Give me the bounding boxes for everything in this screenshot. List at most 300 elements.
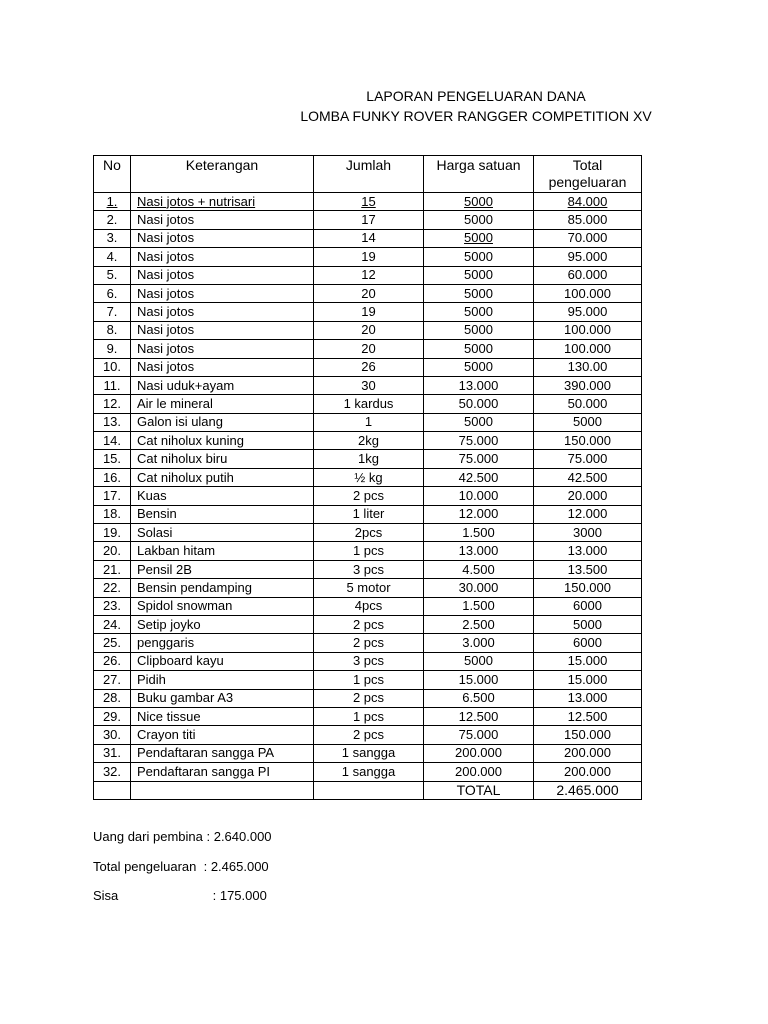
cell-harga-satuan	[424, 615, 534, 633]
cell-no-text: 12.	[102, 395, 122, 411]
cell-total	[534, 303, 642, 321]
cell-harga-satuan-text: 4.500	[462, 561, 495, 577]
cell-jumlah-text: 1 liter	[352, 506, 385, 522]
cell-total-text: 100.000	[564, 285, 611, 301]
cell-total-text: 15.000	[567, 671, 608, 687]
cell-no	[94, 634, 131, 652]
table-header-row	[94, 156, 642, 193]
table-row	[94, 634, 642, 652]
cell-no-text: 23.	[102, 598, 122, 614]
cell-harga-satuan-text: 5000	[464, 193, 493, 209]
cell-keterangan	[131, 634, 314, 652]
cell-keterangan-text: Nasi jotos	[137, 212, 195, 228]
cell-no-text: 15.	[102, 451, 122, 467]
table-row	[94, 487, 642, 505]
cell-harga-satuan-text: 50.000	[458, 395, 499, 411]
cell-jumlah-text: 20	[361, 340, 376, 356]
cell-keterangan	[131, 744, 314, 762]
cell-harga-satuan-text: 5000	[464, 304, 493, 320]
cell-harga-satuan-text: 1.500	[462, 524, 495, 540]
cell-no	[94, 763, 131, 781]
cell-harga-satuan-text: 15.000	[458, 671, 499, 687]
total-value: 2.465.000	[534, 781, 642, 799]
table-row	[94, 376, 642, 394]
cell-keterangan-text: Bensin	[137, 506, 177, 522]
cell-total	[534, 248, 642, 266]
cell-jumlah	[314, 358, 424, 376]
summary-uang-value: : 2.640.000	[206, 829, 272, 844]
cell-jumlah-text: 1 pcs	[352, 708, 385, 724]
cell-total	[534, 432, 642, 450]
cell-keterangan	[131, 284, 314, 302]
cell-no-text: 10.	[102, 359, 122, 375]
cell-no-text: 21.	[102, 561, 122, 577]
cell-no-text: 7.	[106, 304, 118, 320]
cell-no-text: 13.	[102, 414, 122, 430]
cell-harga-satuan-text: 12.500	[458, 708, 499, 724]
cell-no	[94, 432, 131, 450]
cell-harga-satuan	[424, 763, 534, 781]
cell-harga-satuan	[424, 726, 534, 744]
cell-no-text: 22.	[102, 579, 122, 595]
table-row	[94, 284, 642, 302]
cell-keterangan	[131, 671, 314, 689]
cell-jumlah-text: 5 motor	[346, 579, 391, 595]
cell-keterangan-text: Nasi jotos	[137, 359, 195, 375]
cell-keterangan	[131, 413, 314, 431]
cell-total-text: 60.000	[567, 267, 608, 283]
cell-keterangan-text: Pendaftaran sangga PI	[137, 763, 270, 779]
cell-no-text: 20.	[102, 543, 122, 559]
cell-jumlah	[314, 763, 424, 781]
cell-harga-satuan-text: 2.500	[462, 616, 495, 632]
cell-jumlah	[314, 266, 424, 284]
cell-jumlah-text: 2 pcs	[352, 487, 385, 503]
cell-total-text: 100.000	[564, 340, 611, 356]
cell-no-text: 25.	[102, 635, 122, 651]
cell-no	[94, 193, 131, 211]
cell-jumlah-text: 26	[361, 359, 376, 375]
cell-harga-satuan-text: 5000	[464, 230, 493, 246]
cell-total	[534, 284, 642, 302]
cell-total-text: 200.000	[564, 763, 611, 779]
cell-total	[534, 560, 642, 578]
cell-total	[534, 321, 642, 339]
cell-keterangan	[131, 340, 314, 358]
cell-jumlah-text: ½ kg	[354, 469, 383, 485]
table-row	[94, 211, 642, 229]
cell-harga-satuan-text: 42.500	[458, 469, 499, 485]
cell-harga-satuan	[424, 652, 534, 670]
cell-jumlah	[314, 211, 424, 229]
cell-no-text: 6.	[106, 285, 118, 301]
cell-total-text: 5000	[573, 414, 602, 430]
cell-total	[534, 395, 642, 413]
cell-total-text: 20.000	[567, 487, 608, 503]
cell-no-text: 1.	[106, 193, 118, 209]
cell-jumlah-text: 30	[361, 377, 376, 393]
cell-keterangan	[131, 487, 314, 505]
cell-keterangan-text: Nasi jotos	[137, 285, 195, 301]
cell-keterangan-text: Galon isi ulang	[137, 414, 223, 430]
cell-jumlah	[314, 340, 424, 358]
cell-harga-satuan-text: 5000	[464, 340, 493, 356]
cell-jumlah	[314, 579, 424, 597]
table-row	[94, 413, 642, 431]
cell-jumlah	[314, 671, 424, 689]
cell-no-text: 30.	[102, 727, 122, 743]
table-row	[94, 542, 642, 560]
cell-harga-satuan-text: 200.000	[455, 763, 502, 779]
cell-total	[534, 340, 642, 358]
cell-no	[94, 376, 131, 394]
cell-jumlah-text: 3 pcs	[352, 653, 385, 669]
cell-keterangan-text: Cat niholux biru	[137, 451, 228, 467]
cell-jumlah-text: 2kg	[358, 432, 379, 448]
cell-keterangan	[131, 763, 314, 781]
cell-total	[534, 671, 642, 689]
cell-harga-satuan-text: 12.000	[458, 506, 499, 522]
cell-jumlah-text: 4pcs	[354, 598, 383, 614]
cell-no	[94, 229, 131, 247]
cell-jumlah-text: 1 pcs	[352, 543, 385, 559]
cell-no-text: 3.	[106, 230, 118, 246]
cell-total-text: 12.500	[567, 708, 608, 724]
cell-harga-satuan-text: 5000	[464, 285, 493, 301]
table-row	[94, 229, 642, 247]
cell-jumlah	[314, 229, 424, 247]
cell-harga-satuan-text: 5000	[464, 267, 493, 283]
cell-harga-satuan-text: 5000	[464, 414, 493, 430]
cell-keterangan-text: Clipboard kayu	[137, 653, 224, 669]
cell-jumlah	[314, 744, 424, 762]
table-row	[94, 321, 642, 339]
cell-jumlah-text: 2pcs	[354, 524, 383, 540]
table-row	[94, 303, 642, 321]
summary-sisa	[93, 887, 267, 905]
cell-total	[534, 468, 642, 486]
cell-total	[534, 726, 642, 744]
cell-harga-satuan	[424, 229, 534, 247]
cell-harga-satuan	[424, 505, 534, 523]
cell-keterangan-text: Nasi jotos	[137, 230, 195, 246]
cell-no	[94, 579, 131, 597]
total-row-empty-no	[94, 781, 131, 799]
summary-total-label: Total pengeluaran	[93, 859, 197, 874]
cell-jumlah	[314, 321, 424, 339]
cell-no	[94, 615, 131, 633]
cell-harga-satuan	[424, 248, 534, 266]
cell-no	[94, 689, 131, 707]
cell-no	[94, 303, 131, 321]
cell-keterangan	[131, 211, 314, 229]
cell-harga-satuan	[424, 579, 534, 597]
cell-harga-satuan-text: 200.000	[455, 745, 502, 761]
cell-keterangan	[131, 726, 314, 744]
cell-jumlah	[314, 303, 424, 321]
cell-harga-satuan	[424, 450, 534, 468]
cell-no-text: 16.	[102, 469, 122, 485]
cell-harga-satuan	[424, 671, 534, 689]
cell-jumlah	[314, 560, 424, 578]
cell-total-text: 95.000	[567, 248, 608, 264]
header-jumlah: Jumlah	[314, 156, 424, 193]
cell-total	[534, 505, 642, 523]
cell-total	[534, 634, 642, 652]
cell-harga-satuan	[424, 560, 534, 578]
cell-jumlah-text: 19	[361, 304, 376, 320]
cell-total	[534, 763, 642, 781]
cell-total	[534, 358, 642, 376]
cell-no	[94, 505, 131, 523]
summary-total-value: : 2.465.000	[199, 859, 269, 874]
table-row	[94, 450, 642, 468]
table-row	[94, 560, 642, 578]
cell-keterangan	[131, 303, 314, 321]
cell-harga-satuan	[424, 340, 534, 358]
cell-no-text: 14.	[102, 432, 122, 448]
cell-jumlah	[314, 597, 424, 615]
cell-jumlah-text: 20	[361, 285, 376, 301]
cell-jumlah-text: 20	[361, 322, 376, 338]
cell-no	[94, 468, 131, 486]
header-harga-satuan: Harga satuan	[424, 156, 534, 193]
cell-keterangan-text: Nasi jotos	[137, 340, 195, 356]
cell-total	[534, 193, 642, 211]
table-total-row	[94, 781, 642, 799]
table-row	[94, 579, 642, 597]
cell-keterangan-text: Nasi uduk+ayam	[137, 377, 235, 393]
cell-jumlah-text: 2 pcs	[352, 635, 385, 651]
cell-harga-satuan-text: 75.000	[458, 727, 499, 743]
cell-keterangan-text: Lakban hitam	[137, 543, 216, 559]
cell-jumlah-text: 2 pcs	[352, 690, 385, 706]
cell-harga-satuan	[424, 395, 534, 413]
cell-keterangan	[131, 395, 314, 413]
cell-keterangan-text: Setip joyko	[137, 616, 201, 632]
cell-jumlah	[314, 652, 424, 670]
cell-keterangan	[131, 266, 314, 284]
cell-keterangan	[131, 689, 314, 707]
summary-total-pengeluaran	[93, 858, 269, 876]
cell-keterangan-text: Pensil 2B	[137, 561, 192, 577]
cell-harga-satuan	[424, 266, 534, 284]
cell-total	[534, 579, 642, 597]
table-row	[94, 340, 642, 358]
cell-jumlah-text: 17	[361, 212, 376, 228]
cell-total-text: 6000	[573, 598, 602, 614]
cell-keterangan-text: Nasi jotos	[137, 322, 195, 338]
cell-jumlah-text: 1kg	[358, 451, 379, 467]
cell-no	[94, 340, 131, 358]
cell-harga-satuan	[424, 284, 534, 302]
cell-total	[534, 450, 642, 468]
cell-total	[534, 597, 642, 615]
table-row	[94, 726, 642, 744]
total-row-empty-jumlah	[314, 781, 424, 799]
cell-keterangan	[131, 579, 314, 597]
cell-no	[94, 726, 131, 744]
cell-no	[94, 395, 131, 413]
cell-keterangan-text: Spidol snowman	[137, 598, 233, 614]
cell-jumlah-text: 12	[361, 267, 376, 283]
report-subtitle: LOMBA FUNKY ROVER RANGGER COMPETITION XV	[300, 108, 652, 124]
cell-harga-satuan-text: 13.000	[458, 377, 499, 393]
cell-total	[534, 652, 642, 670]
cell-total-text: 84.000	[567, 193, 608, 209]
cell-harga-satuan	[424, 542, 534, 560]
table-row	[94, 744, 642, 762]
cell-no-text: 28.	[102, 690, 122, 706]
cell-total-text: 150.000	[564, 432, 611, 448]
cell-harga-satuan	[424, 689, 534, 707]
cell-keterangan	[131, 450, 314, 468]
cell-no	[94, 284, 131, 302]
cell-keterangan-text: Nasi jotos	[137, 248, 195, 264]
cell-no-text: 2.	[106, 212, 118, 228]
table-row	[94, 763, 642, 781]
cell-total-text: 6000	[573, 635, 602, 651]
header-keterangan: Keterangan	[131, 156, 314, 193]
summary-sisa-value: : 175.000	[212, 888, 267, 903]
cell-total-text: 75.000	[567, 451, 608, 467]
cell-harga-satuan	[424, 376, 534, 394]
cell-no-text: 4.	[106, 248, 118, 264]
cell-jumlah	[314, 689, 424, 707]
cell-total	[534, 744, 642, 762]
cell-no	[94, 597, 131, 615]
cell-keterangan	[131, 615, 314, 633]
cell-harga-satuan-text: 13.000	[458, 543, 499, 559]
cell-no-text: 17.	[102, 487, 122, 503]
table-row	[94, 707, 642, 725]
cell-no-text: 18.	[102, 506, 122, 522]
summary-sisa-label: Sisa	[93, 888, 119, 903]
cell-harga-satuan-text: 30.000	[458, 579, 499, 595]
cell-harga-satuan-text: 5000	[464, 359, 493, 375]
cell-harga-satuan-text: 75.000	[458, 451, 499, 467]
cell-jumlah	[314, 634, 424, 652]
cell-keterangan	[131, 468, 314, 486]
cell-no	[94, 266, 131, 284]
cell-no	[94, 248, 131, 266]
cell-keterangan-text: Air le mineral	[137, 395, 213, 411]
cell-no	[94, 524, 131, 542]
cell-no-text: 19.	[102, 524, 122, 540]
cell-total-text: 70.000	[567, 230, 608, 246]
cell-jumlah	[314, 450, 424, 468]
cell-keterangan-text: Solasi	[137, 524, 173, 540]
cell-jumlah-text: 19	[361, 248, 376, 264]
cell-jumlah-text: 1 pcs	[352, 671, 385, 687]
cell-no	[94, 542, 131, 560]
expense-table	[93, 155, 642, 800]
header-no: No	[94, 156, 131, 193]
cell-no	[94, 450, 131, 468]
cell-keterangan	[131, 505, 314, 523]
cell-harga-satuan-text: 75.000	[458, 432, 499, 448]
cell-keterangan	[131, 248, 314, 266]
cell-keterangan-text: Nasi jotos	[137, 304, 195, 320]
cell-no	[94, 707, 131, 725]
cell-total-text: 390.000	[564, 377, 611, 393]
cell-harga-satuan-text: 5000	[464, 248, 493, 264]
cell-no-text: 31.	[102, 745, 122, 761]
cell-total-text: 150.000	[564, 727, 611, 743]
table-row	[94, 468, 642, 486]
cell-keterangan-text: Pendaftaran sangga PA	[137, 745, 275, 761]
cell-harga-satuan-text: 5000	[464, 653, 493, 669]
cell-total	[534, 707, 642, 725]
cell-jumlah-text: 2 pcs	[352, 616, 385, 632]
cell-no-text: 24.	[102, 616, 122, 632]
cell-harga-satuan	[424, 432, 534, 450]
cell-jumlah	[314, 376, 424, 394]
cell-total-text: 12.000	[567, 506, 608, 522]
cell-no-text: 26.	[102, 653, 122, 669]
cell-jumlah	[314, 487, 424, 505]
cell-total-text: 42.500	[567, 469, 608, 485]
cell-total	[534, 542, 642, 560]
cell-harga-satuan	[424, 413, 534, 431]
cell-jumlah	[314, 468, 424, 486]
cell-keterangan	[131, 597, 314, 615]
cell-no	[94, 652, 131, 670]
cell-harga-satuan	[424, 358, 534, 376]
cell-no	[94, 211, 131, 229]
cell-no	[94, 321, 131, 339]
cell-total-text: 95.000	[567, 304, 608, 320]
cell-jumlah-text: 1 kardus	[343, 395, 394, 411]
cell-harga-satuan	[424, 524, 534, 542]
cell-jumlah-text: 14	[361, 230, 376, 246]
header-total-pengeluaran: Total pengeluaran	[534, 156, 642, 193]
cell-jumlah-text: 1 sangga	[341, 745, 396, 761]
table-row	[94, 432, 642, 450]
cell-keterangan	[131, 652, 314, 670]
cell-harga-satuan	[424, 468, 534, 486]
cell-total	[534, 615, 642, 633]
cell-harga-satuan	[424, 597, 534, 615]
cell-harga-satuan	[424, 634, 534, 652]
cell-jumlah	[314, 707, 424, 725]
cell-total	[534, 413, 642, 431]
cell-keterangan-text: Bensin pendamping	[137, 579, 252, 595]
cell-total	[534, 487, 642, 505]
cell-total-text: 13.000	[567, 690, 608, 706]
table-row	[94, 358, 642, 376]
table-row	[94, 248, 642, 266]
cell-no-text: 8.	[106, 322, 118, 338]
table-row	[94, 597, 642, 615]
cell-keterangan	[131, 321, 314, 339]
table-row	[94, 671, 642, 689]
cell-keterangan	[131, 542, 314, 560]
cell-keterangan	[131, 524, 314, 542]
cell-total-text: 85.000	[567, 212, 608, 228]
cell-no-text: 5.	[106, 267, 118, 283]
cell-jumlah	[314, 284, 424, 302]
cell-harga-satuan-text: 1.500	[462, 598, 495, 614]
cell-keterangan-text: Buku gambar A3	[137, 690, 234, 706]
cell-keterangan	[131, 432, 314, 450]
cell-keterangan	[131, 707, 314, 725]
cell-no-text: 27.	[102, 671, 122, 687]
cell-jumlah	[314, 193, 424, 211]
cell-keterangan-text: Crayon titi	[137, 727, 196, 743]
cell-keterangan	[131, 229, 314, 247]
cell-total	[534, 524, 642, 542]
